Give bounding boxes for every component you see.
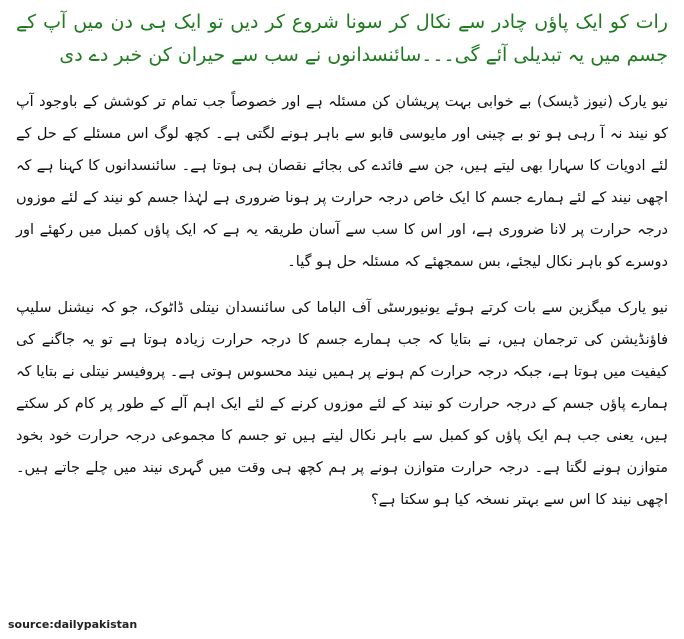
article-paragraph-2: نیو یارک میگزین سے بات کرتے ہوئے یونیورسٹی آف الباما کی سائنسدان نیتلی ڈاٹوک، جو کہ نیشنل سلیپ فاؤنڈیشن کی ترجمان ہیں، نے بتایا کہ جب ہمارے جسم کا درجہ حرارت زیادہ ہوتا ہے تو یہ جاگنے کی کیفیت میں ہوتا ہے، جبکہ درجہ حرارت کم ہونے پر ہمیں نیند محسوس ہوتی ہے۔ پروفیسر نیتلی نے بتایا کہ ہمارے پاؤں جسم کے درجہ حرارت کو نیند کے لئے موزوں کرنے کے لئے ایک اہم آلے کے طور پر کام کر سکتے ہیں، یعنی جب ہم ایک پاؤں کو کمبل سے باہر نکال لیتے ہیں تو جسم کا مجموعی درجہ حرارت خود بخود متوازن ہونے لگتا ہے۔ درجہ حرارت متوازن ہونے پر ہم کچھ ہی وقت میں گہری نیند میں چلے جاتے ہیں۔ اچھی نیند کا اس سے بہتر نسخہ کیا ہو سکتا ہے؟	[16, 300, 668, 508]
article-paragraph-1: نیو یارک (نیوز ڈیسک) بے خوابی بہت پریشان کن مسئلہ ہے اور خصوصاً جب تمام تر کوشش کے باوجود آپ کو نیند نہ آ رہی ہو تو بے چینی اور مایوسی قابو سے باہر ہونے لگتی ہے۔ کچھ لوگ اس مسئلے کے حل کے لئے ادویات کا سہارا بھی لیتے ہیں، جن سے فائدے کی بجائے نقصان ہی ہوتا ہے۔ سائنسدانوں کا کہنا ہے کہ اچھی نیند کے لئے ہمارے جسم کا ایک خاص درجہ حرارت پر ہونا ضروری ہے لہٰذا جسم کو نیند کے لئے موزوں درجہ حرارت پر لانا ضروری ہے، اور اس کا سب سے آسان طریقہ یہ ہے کہ ایک پاؤں کمبل میں رکھئے اور دوسرے کو باہر نکال لیجئے، بس سمجھئے کہ مسئلہ حل ہو گیا۔	[16, 94, 668, 270]
source-credit: source:dailypakistan	[8, 618, 138, 631]
article-headline: رات کو ایک پاؤں چادر سے نکال کر سونا شروع کر دیں تو ایک ہی دن میں آپ کے جسم میں یہ تبدیلی آئے گی۔۔۔سائنسدانوں نے سب سے حیران کن خبر دے دی	[16, 11, 668, 66]
